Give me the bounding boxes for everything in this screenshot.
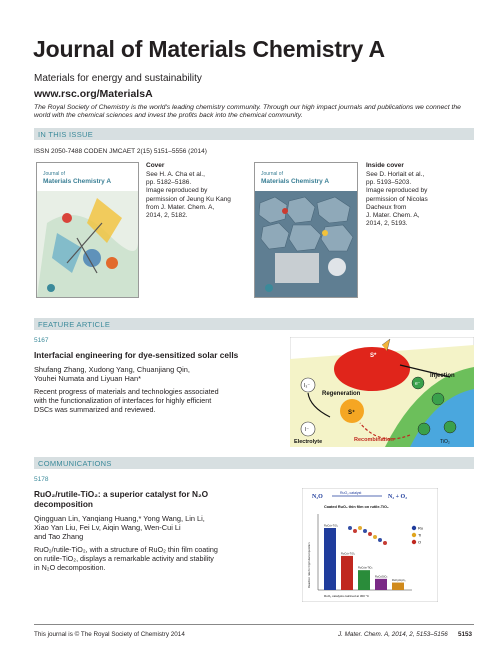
inside-cover-line: See D. Horlait et al., <box>366 171 425 178</box>
author-line: Qingguan Lin, Yanqiang Huang,* Yong Wang, Lin Li, <box>34 514 205 523</box>
chart-bar-label: RuO₂/r-TiO₂ <box>324 524 338 528</box>
abstract-line: Recent progress of materials and technologies associated <box>34 387 219 396</box>
axis-xlabel: RuO₂ catalysts calcined at 300 °C <box>324 594 370 598</box>
footer-page-number: 5153 <box>458 631 473 638</box>
inside-cover-line: permission of Nicolas <box>366 195 428 203</box>
reaction-right: N₂ + O₂ <box>388 494 408 500</box>
chart-bar <box>358 570 370 590</box>
chart-bar-label: RuO₂/SiO₂ <box>375 575 388 579</box>
axis-ylabel: Reaction rate for N₂O decomposition <box>307 542 311 588</box>
inside-cover-heading: Inside cover <box>366 162 404 169</box>
legend-o-swatch <box>412 540 416 544</box>
inside-cover-caption <box>366 171 428 228</box>
in-this-issue-band <box>34 128 474 140</box>
abstract-line: with the functionalization of interfaces for highly efficient <box>34 395 212 405</box>
cover-line: 2014, 2, 5182. <box>146 212 188 220</box>
fig-i: I⁻ <box>305 427 310 433</box>
reaction-left: N₂O <box>312 494 323 500</box>
author-line: Youhei Numata and Liyuan Han* <box>34 374 141 383</box>
rsc-blurb: The Royal Society of Chemistry is the world's leading chemistry community. Through our high impact journals and publications we connect the world with the chemical sciences and invest the profits back into the chemical community. <box>34 104 461 120</box>
chart-bar-label: RuO₂/Al₂O₃ <box>392 579 406 583</box>
cover-line: pp. 5182–5186. <box>146 179 192 187</box>
reaction-catalyst: RuO₂ catalyst <box>340 491 362 495</box>
chart-bar-label: RuO₂/a-TiO₂ <box>358 566 373 570</box>
journal-url-link[interactable]: www.rsc.org/MaterialsA <box>34 88 153 100</box>
section-label: FEATURE ARTICLE <box>38 319 111 329</box>
cover-line: permission of Jeung Ku Kang <box>146 195 231 203</box>
fig-injection: Injection <box>430 373 455 379</box>
inside-cover-thumb-title-2: Materials Chemistry A <box>261 178 330 185</box>
film-title: Coated RuO₂ thin film on rutile-TiO₂ <box>324 505 389 509</box>
inside-cover-line: J. Mater. Chem. A, <box>366 212 420 220</box>
fig-regeneration: Regeneration <box>322 391 361 397</box>
inside-cover-line: Dacheux from <box>366 203 407 211</box>
feature-title-link[interactable]: Interfacial engineering for dye-sensitized solar cells <box>34 350 239 360</box>
feature-graphic[interactable] <box>290 337 474 447</box>
inside-cover-line: 2014, 2, 5193. <box>366 220 408 228</box>
feature-authors <box>34 365 190 383</box>
cover-thumb-title-2: Materials Chemistry A <box>43 178 112 185</box>
cover-image[interactable] <box>36 162 139 298</box>
cover-thumb-title-1: Journal of <box>43 171 65 177</box>
comm-title-line: RuO₂/rutile-TiO₂: a superior catalyst for N₂O <box>34 489 209 499</box>
fig-s-plus: S⁺ <box>348 410 356 416</box>
cover-line: Image reproduced by <box>146 187 208 195</box>
cover-line: See H. A. Cha et al., <box>146 171 205 178</box>
section-label: COMMUNICATIONS <box>38 458 112 468</box>
footer-rule <box>34 624 474 625</box>
comm-abstract <box>34 546 218 572</box>
abstract-line: on rutile-TiO₂, displays a remarkable activity and stability <box>34 553 214 563</box>
inside-cover-line: pp. 5193–5203. <box>366 179 412 187</box>
chart-bar <box>341 556 353 590</box>
author-line: and Tao Zhang <box>34 532 84 541</box>
feature-article-band <box>34 318 474 330</box>
legend-ru: Ru <box>418 525 424 531</box>
comm-page-ref[interactable]: 5178 <box>34 476 49 483</box>
inside-cover-image[interactable] <box>254 162 358 298</box>
abstract-line: in N₂O decomposition. <box>34 562 106 572</box>
fig-electrolyte: Electrolyte <box>294 439 323 445</box>
chart-bar <box>375 579 387 590</box>
communications-band <box>34 457 474 469</box>
cover-heading: Cover <box>146 162 165 169</box>
feature-page-ref[interactable]: 5167 <box>34 337 49 344</box>
comm-authors <box>34 514 205 541</box>
fig-recombination: Recombination <box>354 437 394 443</box>
footer-copyright: This journal is © The Royal Society of Chemistry 2014 <box>34 631 185 638</box>
inside-cover-thumb-title-1: Journal of <box>261 171 283 177</box>
fig-e: e⁻ <box>415 381 421 387</box>
abstract-line: DSCs was summarized and reviewed. <box>34 404 156 414</box>
fig-tio2: TiO₂ <box>440 439 450 445</box>
comm-title-link[interactable] <box>34 489 208 509</box>
footer-citation: J. Mater. Chem. A, 2014, 2, 5153–5156 <box>338 631 448 638</box>
abstract-line: RuO₂/rutile-TiO₂, with a structure of RuO₂ thin film coating <box>34 545 218 554</box>
legend-o: O <box>418 539 422 545</box>
journal-subtitle: Materials for energy and sustainability <box>34 73 202 84</box>
feature-abstract <box>34 388 219 414</box>
cover-line: from J. Mater. Chem. A, <box>146 203 215 211</box>
legend-ti: Ti <box>418 532 422 538</box>
chart-bar <box>324 528 336 590</box>
author-line: Xiao Yan Liu, Fei Lv, Aiqin Wang, Wen-Cui Li <box>34 523 181 532</box>
section-label: IN THIS ISSUE <box>38 129 94 139</box>
author-line: Shufang Zhang, Xudong Yang, Chuanjiang Qin, <box>34 365 190 374</box>
chart-bar-label: RuO₂/r-TiO₂ <box>341 552 355 556</box>
journal-title: Journal of Materials Chemistry A <box>33 36 385 62</box>
cover-caption <box>146 171 231 220</box>
comm-graphic[interactable] <box>302 488 438 602</box>
issn-line: ISSN 2050-7488 CODEN JMCAET 2(15) 5151–5556 (2014) <box>34 148 207 155</box>
chart-bar <box>392 583 404 590</box>
legend-ru-swatch <box>412 526 416 530</box>
inside-cover-line: Image reproduced by <box>366 187 428 195</box>
comm-title-line: decomposition <box>34 499 94 509</box>
fig-i3: I₃⁻ <box>304 383 311 389</box>
legend-ti-swatch <box>412 533 416 537</box>
fig-s-star: S* <box>370 353 377 359</box>
